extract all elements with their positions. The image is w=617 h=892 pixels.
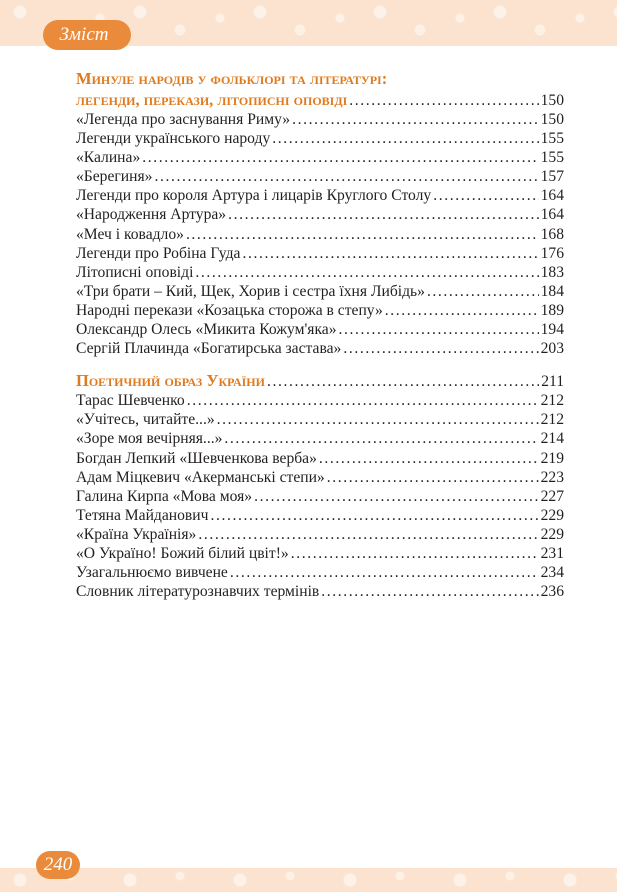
page-number: 229 <box>540 525 564 543</box>
toc-entry[interactable] <box>76 487 564 506</box>
entry-title: Легенди про Робіна Гуда <box>76 244 241 262</box>
toc-entry[interactable] <box>76 410 564 429</box>
entry-title: «Зоре моя вечірняя...» <box>76 430 223 448</box>
page-number: 155 <box>540 130 564 148</box>
dot-leader <box>154 167 538 186</box>
table-of-contents <box>76 68 564 601</box>
entry-title: Сергій Плачинда «Богатирська застава» <box>76 340 342 358</box>
page-number: 229 <box>540 506 564 524</box>
toc-entry[interactable] <box>76 339 564 358</box>
entry-title: Олександр Олесь «Микита Кожум'яка» <box>76 321 337 339</box>
toc-entry[interactable] <box>76 429 564 448</box>
page-number: 176 <box>540 244 564 262</box>
dot-leader <box>198 525 538 544</box>
section-title: Поетичний образ України <box>76 371 265 391</box>
dot-leader <box>272 129 538 148</box>
entry-title: «Учітесь, читайте...» <box>76 411 215 429</box>
dot-leader <box>433 186 538 205</box>
toc-entry[interactable] <box>76 525 564 544</box>
entry-title: Словник літературознавчих термінів <box>76 583 320 601</box>
toc-entry[interactable] <box>76 544 564 563</box>
dot-leader <box>321 582 538 601</box>
dot-leader <box>217 410 539 429</box>
entry-title: «Берегиня» <box>76 168 153 186</box>
toc-entry[interactable] <box>76 301 564 320</box>
entry-title: «Народження Артура» <box>76 206 227 224</box>
section-heading[interactable] <box>76 89 564 110</box>
section-title: легенди, перекази, літописні оповіді <box>76 90 348 109</box>
page-number: 183 <box>540 263 564 281</box>
toc-entry[interactable] <box>76 148 564 167</box>
toc-entry[interactable] <box>76 205 564 224</box>
page-number: 184 <box>540 282 564 300</box>
entry-title: «О Україно! Божий білий цвіт!» <box>76 544 289 562</box>
page-number: 155 <box>540 149 564 167</box>
dot-leader <box>224 429 538 448</box>
entry-title: Богдан Лепкий «Шевченкова верба» <box>76 449 317 467</box>
toc-entry[interactable] <box>76 320 564 339</box>
toc-entry[interactable] <box>76 391 564 410</box>
page-number: 214 <box>540 430 564 448</box>
toc-entry[interactable] <box>76 244 564 263</box>
dot-leader <box>210 506 538 525</box>
section-title: Минуле народів у фольклорі та літературі: <box>76 69 388 88</box>
toc-entry[interactable] <box>76 282 564 301</box>
dot-leader <box>187 391 539 410</box>
entry-title: «Три брати – Кий, Щек, Хорив і сестра їхня Либідь» <box>76 282 425 300</box>
page-number: 234 <box>540 564 564 582</box>
dot-leader <box>242 244 538 263</box>
page-number: 236 <box>540 583 564 601</box>
entry-title: «Країна Українія» <box>76 525 197 543</box>
entry-title: Галина Кирпа «Мова моя» <box>76 487 253 505</box>
section-heading-line <box>76 68 564 89</box>
entry-title: Легенди про короля Артура і лицарів Круглого Столу <box>76 187 432 205</box>
page-number: 150 <box>540 92 564 109</box>
page-number: 189 <box>540 301 564 319</box>
dot-leader <box>254 487 539 506</box>
dot-leader <box>385 301 539 320</box>
toc-entry[interactable] <box>76 582 564 601</box>
dot-leader <box>142 148 538 167</box>
page-number: 223 <box>540 468 564 486</box>
toc-entry[interactable] <box>76 225 564 244</box>
dot-leader <box>195 263 538 282</box>
page-number: 211 <box>541 373 564 391</box>
dot-leader <box>339 320 539 339</box>
entry-title: Тетяна Майданович <box>76 506 209 524</box>
page-number: 227 <box>540 487 564 505</box>
entry-title: «Меч і ковадло» <box>76 225 184 243</box>
page-number: 212 <box>540 392 564 410</box>
decorative-footer-band <box>0 868 617 892</box>
entry-title: Народні перекази «Козацька сторожа в степу» <box>76 301 383 319</box>
contents-tab[interactable]: Зміст <box>43 20 131 50</box>
dot-leader <box>291 544 539 563</box>
dot-leader <box>186 225 539 244</box>
dot-leader <box>343 339 538 358</box>
page-number: 168 <box>540 225 564 243</box>
entry-title: «Калина» <box>76 149 141 167</box>
toc-entry[interactable] <box>76 506 564 525</box>
entry-title: Адам Міцкевич «Акерманські степи» <box>76 468 325 486</box>
dot-leader <box>292 110 539 129</box>
page-number: 219 <box>540 449 564 467</box>
toc-entry[interactable] <box>76 167 564 186</box>
entry-title: «Легенда про заснування Риму» <box>76 111 291 128</box>
entry-title: Узагальнюємо вивчене <box>76 564 228 582</box>
page-number: 150 <box>540 111 564 128</box>
page-number: 157 <box>540 168 564 186</box>
toc-entry[interactable] <box>76 449 564 468</box>
toc-entry[interactable] <box>76 563 564 582</box>
page-number: 231 <box>540 544 564 562</box>
toc-entry[interactable] <box>76 263 564 282</box>
dot-leader <box>230 563 539 582</box>
dot-leader <box>319 449 539 468</box>
section-heading[interactable] <box>76 370 564 391</box>
page-number: 203 <box>540 340 564 358</box>
page-number-badge: 240 <box>36 851 80 879</box>
dot-leader <box>267 371 539 392</box>
page-number: 212 <box>540 411 564 429</box>
entry-title: Легенди українського народу <box>76 130 271 148</box>
page-number: 164 <box>540 187 564 205</box>
toc-entry[interactable] <box>76 468 564 487</box>
entry-title: Літописні оповіді <box>76 263 194 281</box>
page-number: 164 <box>540 206 564 224</box>
toc-entry[interactable] <box>76 186 564 205</box>
toc-entry[interactable] <box>76 129 564 148</box>
toc-entry[interactable] <box>76 110 564 129</box>
dot-leader <box>349 90 538 111</box>
dot-leader <box>327 468 539 487</box>
dot-leader <box>427 282 539 301</box>
page-number: 194 <box>540 321 564 339</box>
entry-title: Тарас Шевченко <box>76 392 185 410</box>
dot-leader <box>228 205 539 224</box>
